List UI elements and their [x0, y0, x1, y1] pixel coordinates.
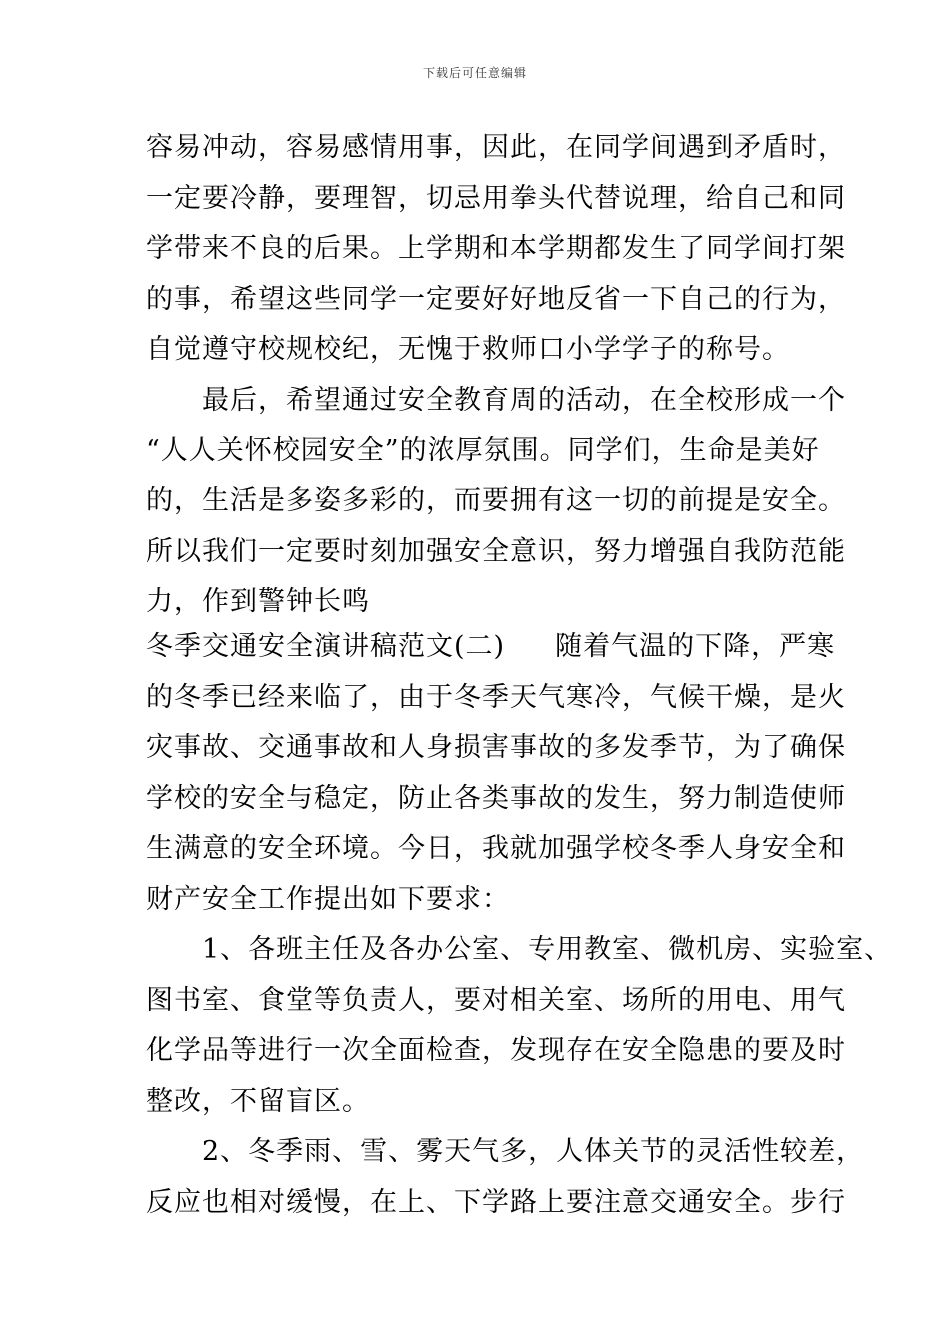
text-line: 1、各班主任及各办公室、专用教室、微机房、实验室、 — [146, 934, 893, 965]
text-line: 容易冲动，容易感情用事，因此，在同学间遇到矛盾时， — [146, 132, 846, 163]
text-line: 自觉遵守校规校纪，无愧于救师口小学学子的称号。 — [146, 334, 790, 365]
section-title: 冬季交通安全演讲稿范文(二) — [146, 631, 506, 662]
text-line: 化学品等进行一次全面检查，发现存在安全隐患的要及时 — [146, 1035, 846, 1066]
text-line: 的事，希望这些同学一定要好好地反省一下自己的行为， — [146, 284, 846, 315]
section-title-continuation: 随着气温的下降，严寒 — [555, 631, 836, 662]
text-line: 2、冬季雨、雪、雾天气多，人体关节的灵活性较差， — [146, 1136, 865, 1167]
text-line: 反应也相对缓慢，在上、下学路上要注意交通安全。步行 — [146, 1187, 846, 1218]
page-header: 下载后可任意编辑 — [422, 66, 527, 80]
text-line: 的，生活是多姿多彩的，而要拥有这一切的前提是安全。 — [146, 485, 846, 516]
text-line: 整改，不留盲区。 — [146, 1086, 370, 1117]
text-line: 一定要冷静，要理智，切忌用拳头代替说理，给自己和同 — [146, 183, 846, 214]
text-line: 学带来不良的后果。上学期和本学期都发生了同学间打架 — [146, 233, 846, 264]
text-line: 所以我们一定要时刻加强安全意识，努力增强自我防范能 — [146, 536, 846, 567]
text-line: 最后，希望通过安全教育周的活动，在全校形成一个 — [146, 385, 846, 416]
text-line: 图书室、食堂等负责人，要对相关室、场所的用电、用气 — [146, 985, 846, 1016]
text-line: 灾事故、交通事故和人身损害事故的多发季节，为了确保 — [146, 732, 846, 763]
text-line: “人人关怀校园安全”的浓厚氛围。同学们，生命是美好 — [146, 435, 820, 466]
section-title-line — [146, 629, 835, 665]
text-line: 财产安全工作提出如下要求： — [146, 884, 510, 915]
text-line: 的冬季已经来临了，由于冬季天气寒冷，气候干燥，是火 — [146, 682, 846, 713]
text-line: 学校的安全与稳定，防止各类事故的发生，努力制造使师 — [146, 783, 846, 814]
text-line: 生满意的安全环境。今日，我就加强学校冬季人身安全和 — [146, 833, 846, 864]
text-line: 力，作到警钟长鸣 — [146, 586, 370, 617]
